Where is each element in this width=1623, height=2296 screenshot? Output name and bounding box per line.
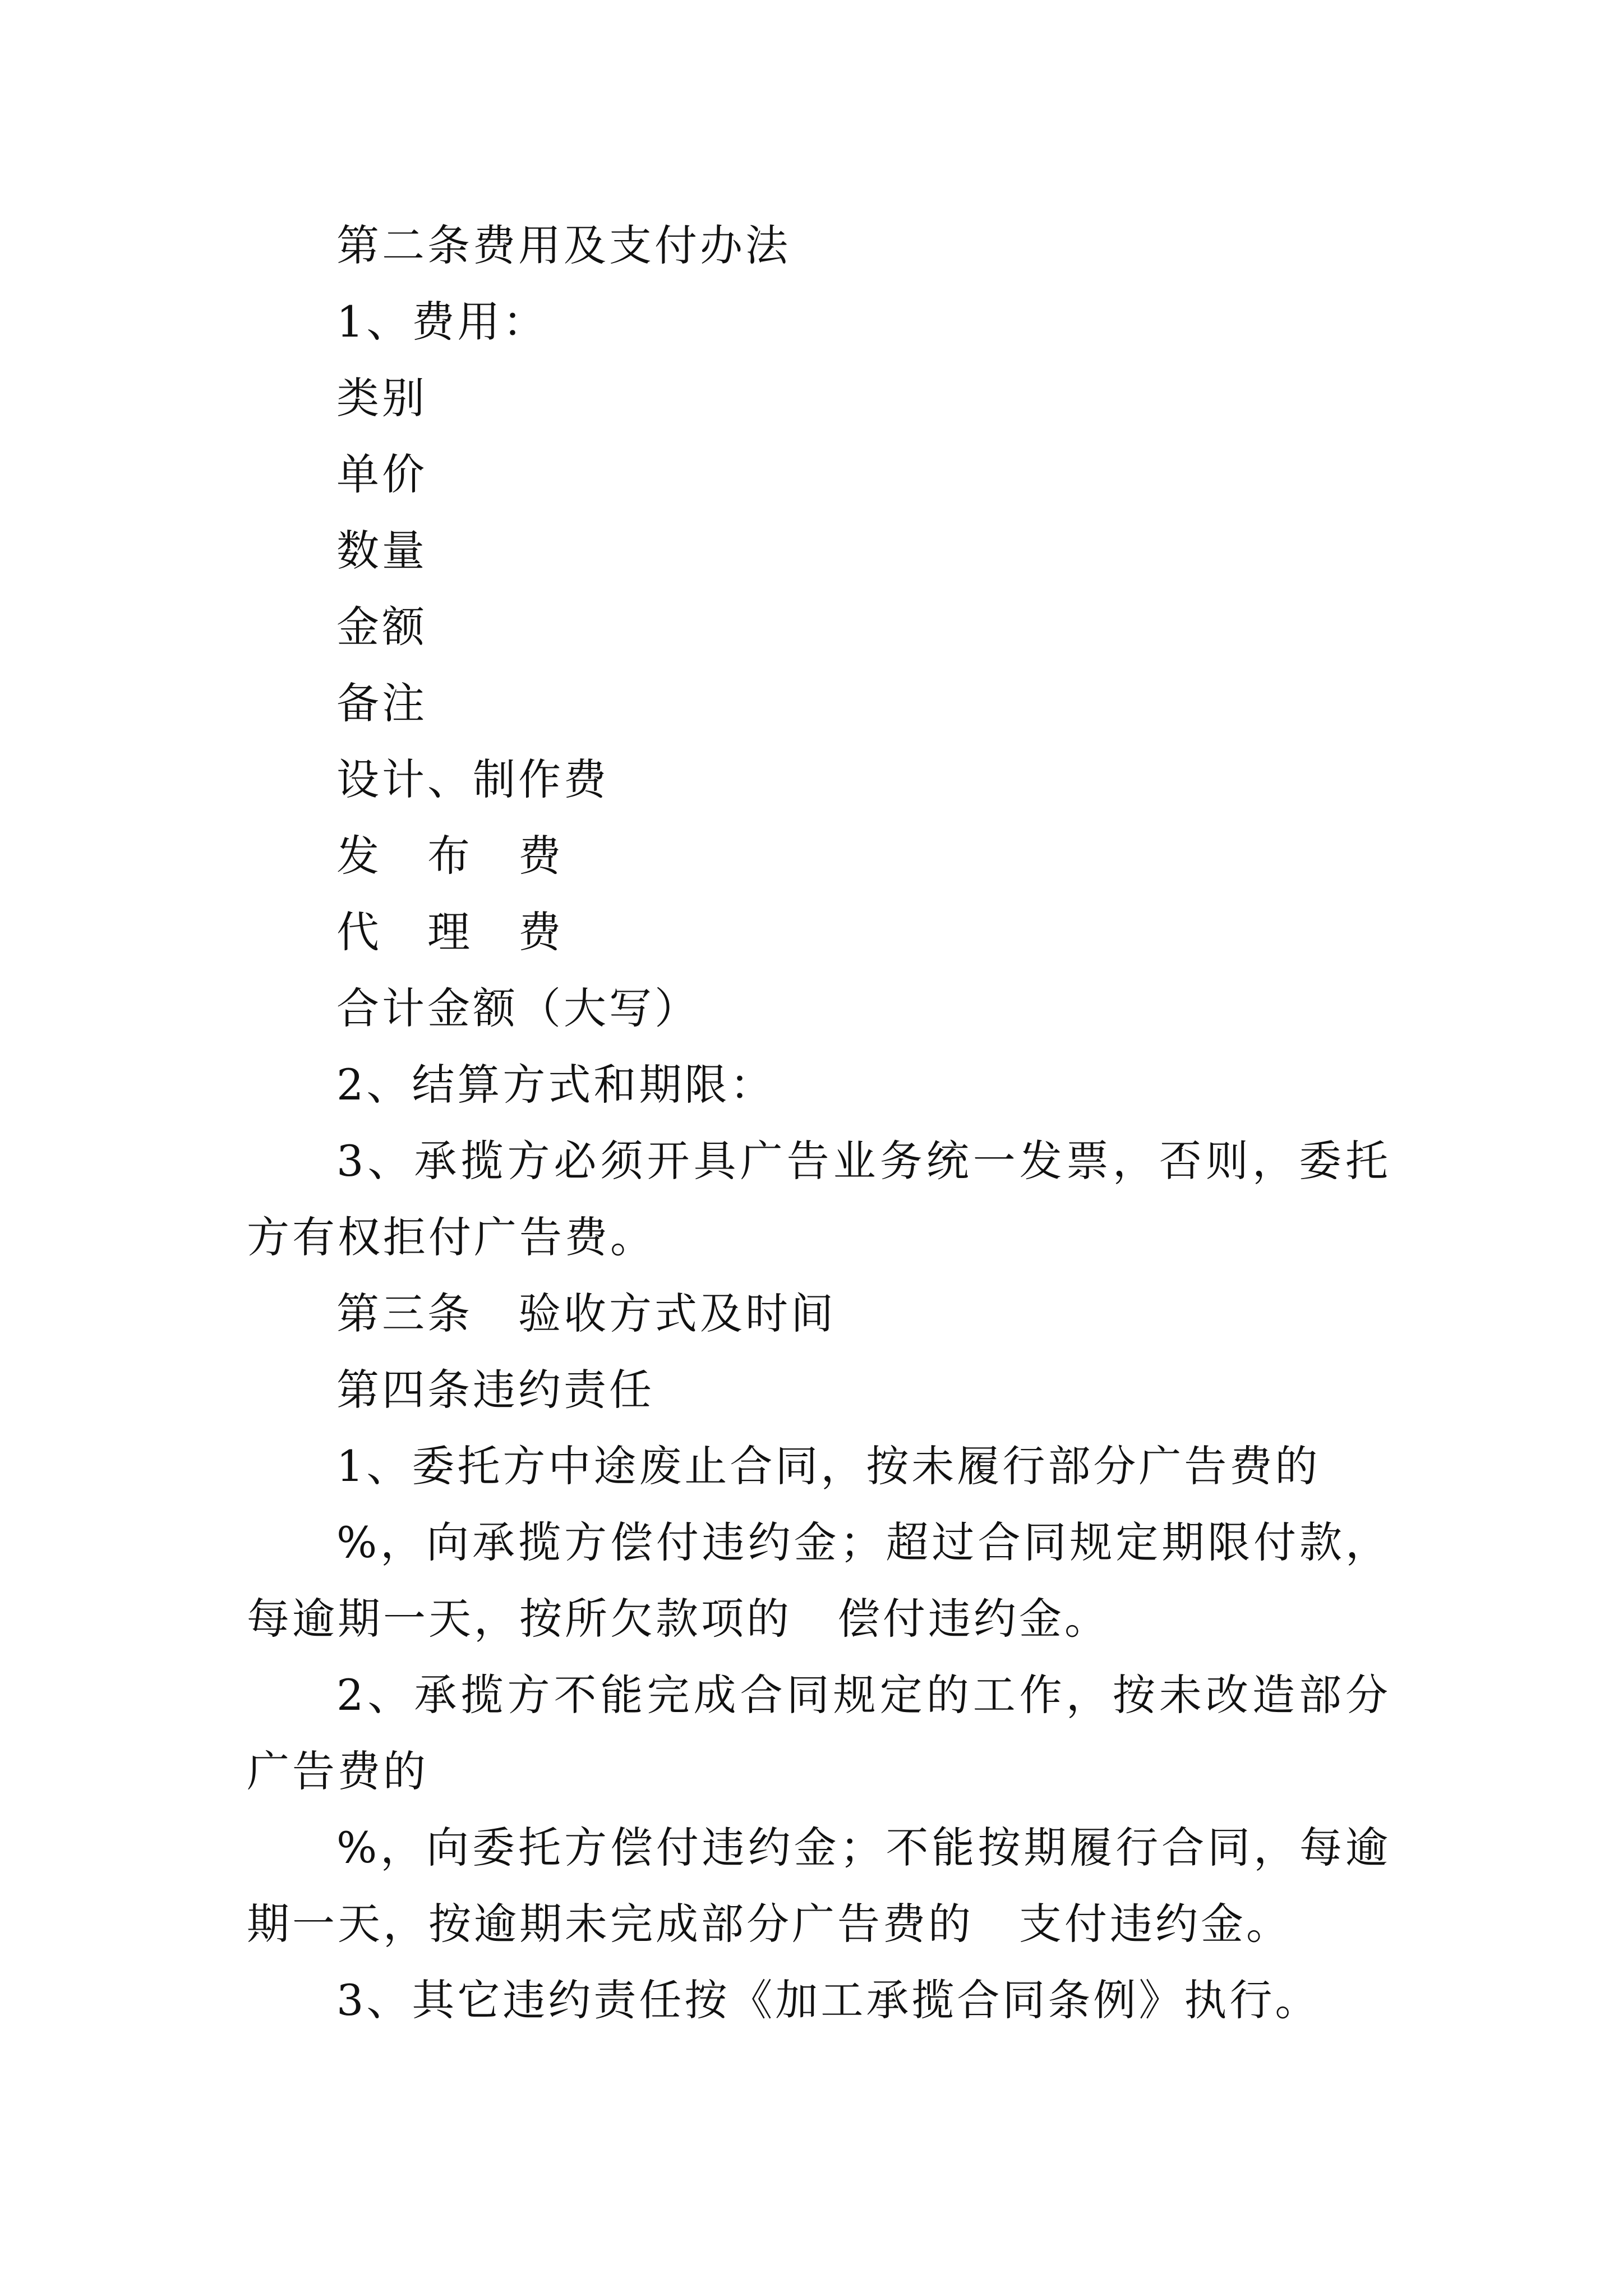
invoice-clause: 3、承揽方必须开具广告业务统一发票，否则，委托方有权拒付广告费。: [247, 1136, 1391, 1262]
article-3-heading: 第三条 验收方式及时间: [336, 1289, 836, 1338]
fees-heading: 1、费用：: [336, 297, 548, 347]
article-2-heading: 第二条费用及支付办法: [336, 220, 791, 270]
fee-column-amount: 金额: [336, 602, 427, 652]
fee-row-publishing: 发 布 费: [336, 831, 564, 881]
breach-clause-3: 3、其它违约责任按《加工承揽合同条例》执行。: [336, 1975, 1321, 2025]
document-body: [247, 208, 1391, 2039]
breach-clause-2: 2、承揽方不能完成合同规定的工作，按未改造部分广告费的: [247, 1670, 1391, 1796]
settlement-method: 2、结算方式和期限：: [336, 1060, 776, 1110]
breach-clause-1: 1、委托方中途废止合同，按未履行部分广告费的: [336, 1441, 1321, 1491]
breach-clause-2-cont: %，向委托方偿付违约金；不能按期履行合同，每逾期一天，按逾期未完成部分广告费的 支付违约金。: [247, 1823, 1391, 1949]
fee-column-remarks: 备注: [336, 678, 427, 728]
fee-column-unit-price: 单价: [336, 449, 427, 499]
fee-row-design: 设计、制作费: [336, 754, 609, 804]
fee-row-agency: 代 理 费: [336, 907, 564, 957]
article-4-heading: 第四条违约责任: [336, 1365, 654, 1415]
fee-column-quantity: 数量: [336, 526, 427, 576]
breach-clause-1-cont: %，向承揽方偿付违约金；超过合同规定期限付款，每逾期一天，按所欠款项的 偿付违约金。: [247, 1517, 1391, 1644]
fee-column-category: 类别: [336, 373, 427, 423]
fee-total: 合计金额（大写）: [336, 983, 700, 1033]
